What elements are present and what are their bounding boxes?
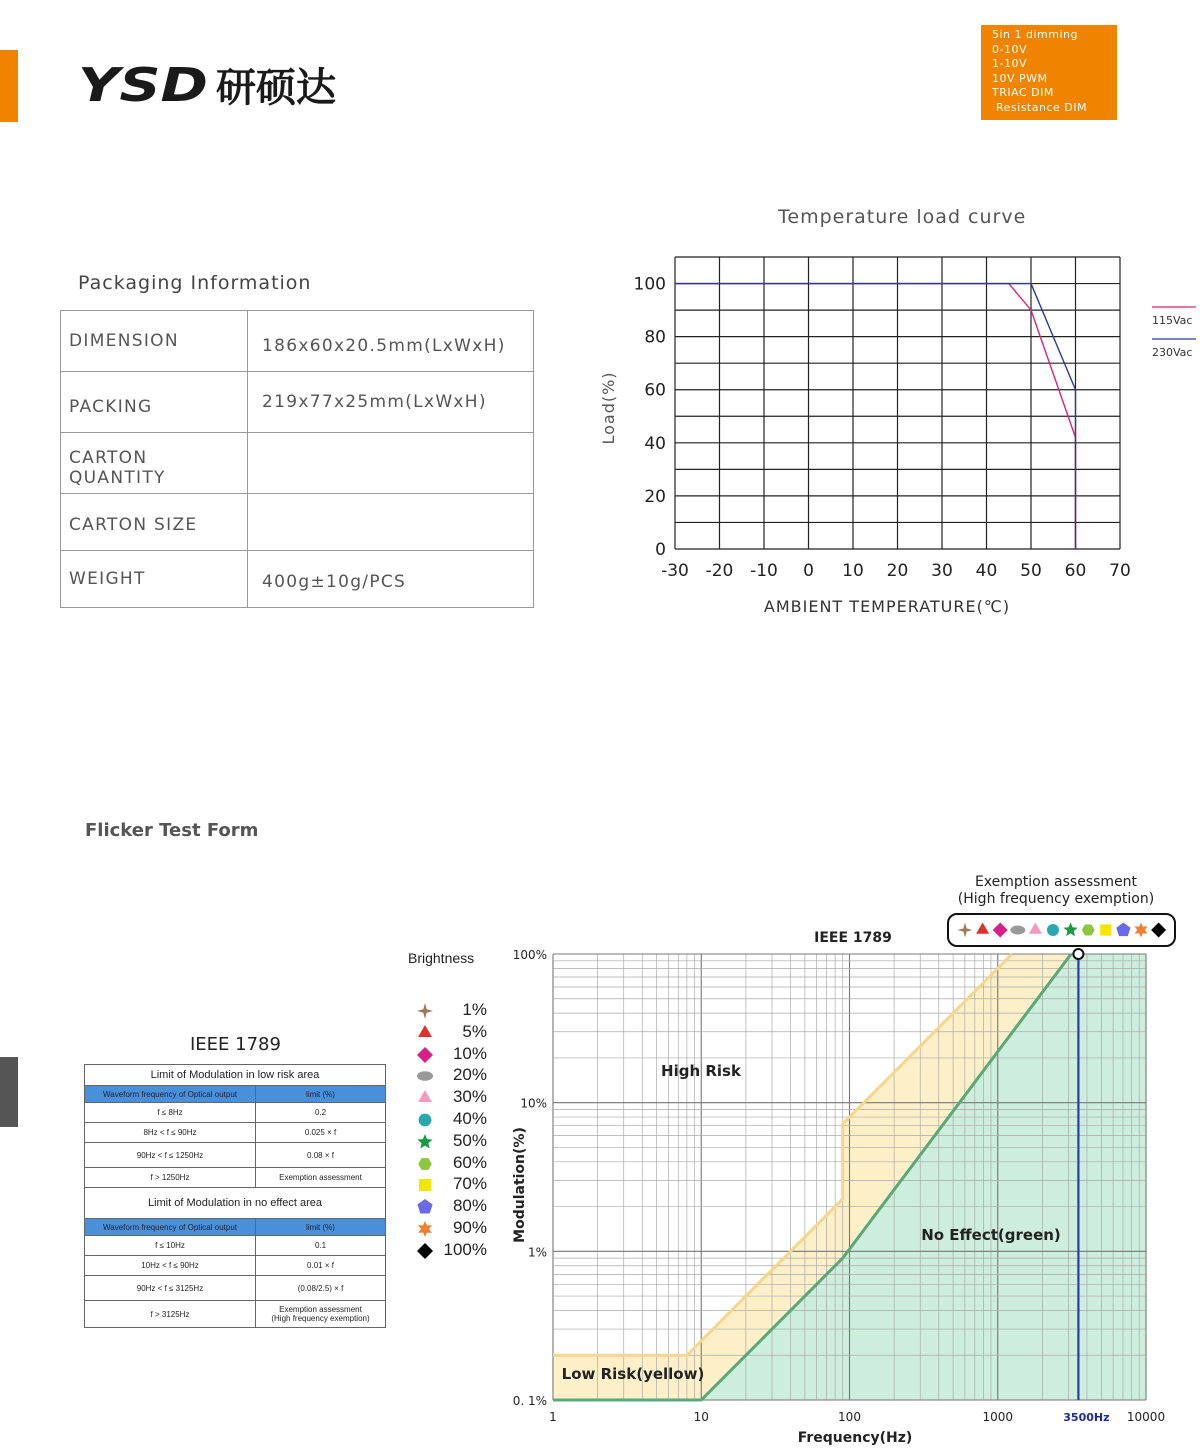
limit-cell: 0.025 × f [256,1123,386,1143]
legend-marker [416,1176,436,1194]
brightness-level-label: 60% [452,1152,487,1172]
table-section-row [85,1188,386,1219]
brightness-level-label: 80% [452,1196,487,1216]
table-row [85,1301,386,1328]
brightness-legend-item [412,1240,502,1261]
x-tick-label: 40 [975,561,998,581]
limit-cell: (0.08/2.5) × f [256,1276,386,1301]
brightness-level-label: 30% [452,1087,487,1107]
brightness-level-label: 100% [443,1239,487,1259]
brightness-level-label: 1% [462,1000,487,1019]
freq-cell: 90Hz < f ≤ 3125Hz [85,1276,256,1301]
temperature-load-chart [590,240,1200,630]
logo-chinese: 研硕达 [216,65,336,111]
legend-marker [416,1133,436,1151]
ysd-logo [78,56,368,116]
x-tick-label: 100 [838,1410,861,1424]
y-tick-label: 40 [644,433,666,454]
legend-marker [416,1198,436,1216]
brightness-level-label: 90% [452,1218,487,1237]
x-tick-label: 30 [931,561,953,581]
y-tick-label: 100% [512,948,547,962]
table-row [85,1143,386,1168]
table-row [85,1236,386,1256]
section-heading: Limit of Modulation in no effect area [85,1188,386,1219]
x-tick-label: 10000 [1126,1410,1166,1424]
legend-marker [416,1242,436,1260]
table-header-row [85,1219,386,1236]
chart-title: IEEE 1789 [814,930,892,946]
header-cell: Waveform frequency of Optical output [85,1086,256,1103]
square-icon [1100,924,1111,935]
packaging-value: 400g±10g/PCS [248,551,534,608]
freq-cell: 10Hz < f ≤ 90Hz [85,1256,256,1276]
exemption-label: Exemption assessment [974,874,1138,890]
y-axis-label: Load(%) [599,371,618,445]
legend-marker [416,1111,436,1129]
temperature-chart-title: Temperature load curve [778,206,1027,228]
header-cell: Waveform frequency of Optical output [85,1219,256,1236]
circle-icon [419,1114,432,1127]
legend-marker [416,1220,436,1238]
header-cell: limit (%) [256,1219,386,1236]
table-row [61,311,534,372]
x-axis-label: AMBIENT TEMPERATURE(℃) [763,597,1011,616]
brightness-level-label: 50% [452,1130,487,1150]
brightness-legend-item [412,1174,502,1195]
region-label-low: Low Risk(yellow) [561,1365,705,1383]
section-accent-bar [0,1057,18,1127]
four-point-star-icon [417,1003,433,1019]
y-tick-label: 100 [633,274,666,295]
star-icon [417,1134,432,1149]
table-row [61,494,534,551]
table-row [85,1123,386,1143]
packaging-table [60,310,534,608]
diamond-icon [417,1243,433,1259]
brightness-level-label: 40% [452,1109,487,1128]
y-axis-label: Modulation(%) [512,1127,528,1243]
x-tick-label: 1 [549,1410,557,1424]
dimming-badge [981,25,1117,120]
brightness-legend-item [412,1065,502,1086]
x-tick-labels [661,561,1131,581]
header-cell: limit (%) [256,1086,386,1103]
y-tick-label: 1% [527,1245,547,1260]
badge-line: 5in 1 dimming [992,28,1078,41]
pentagon-icon [417,1199,432,1214]
legend-marker [416,1067,436,1085]
packaging-key: WEIGHT [61,551,248,608]
legend-marker [416,1024,436,1042]
region-label-high: High Risk [661,1062,741,1080]
badge-line: 0-10V [992,42,1027,56]
y-tick-label: 0 [655,540,666,560]
legend-label: 115Vac [1152,314,1193,327]
x-tick-label: -10 [750,561,778,581]
ellipse-icon [1010,926,1025,935]
y-tick-labels [634,275,666,560]
legend-marker [416,1002,436,1020]
freq-cell: f ≤ 10Hz [85,1236,256,1256]
square-icon [419,1179,431,1191]
six-point-star-icon [418,1221,432,1237]
limit-cell: 0.2 [256,1103,386,1123]
diamond-icon [417,1047,433,1063]
region-label-none: No Effect(green) [921,1226,1061,1244]
freq-cell: f ≤ 8Hz [85,1103,256,1123]
table-row [85,1103,386,1123]
x-axis-label: Frequency(Hz) [797,1430,913,1446]
x-tick-label: 3500Hz [1063,1411,1110,1424]
packaging-value [248,494,534,551]
header-accent-bar [0,50,18,122]
badge-line: Resistance DIM [992,100,1087,114]
brightness-legend-title: Brightness [408,950,475,966]
brightness-level-label: 70% [452,1174,487,1194]
marker-circle [1073,949,1083,959]
table-section-row [85,1065,386,1086]
brightness-legend-item [412,1153,502,1174]
brightness-legend-item [412,1109,502,1130]
badge-line: TRIAC DIM [992,86,1054,100]
modulation-limit-table [84,1064,386,1328]
limit-cell: 0.01 × f [256,1256,386,1276]
brightness-legend-item [412,1087,502,1108]
circle-icon [1047,924,1059,936]
brightness-legend-item [412,1044,502,1065]
packaging-key: DIMENSION [61,311,248,372]
limit-cell: Exemption assessment [256,1168,386,1188]
x-tick-label: 10 [693,1410,709,1424]
freq-cell: 8Hz < f ≤ 90Hz [85,1123,256,1143]
table-row [85,1256,386,1276]
freq-cell: f > 3125Hz [85,1301,256,1328]
brightness-legend-item [412,1000,502,1021]
hexagon-icon [418,1158,432,1170]
x-tick-label: 60 [1064,561,1087,581]
flicker-section-title: Flicker Test Form [85,820,259,841]
packaging-value [248,433,534,494]
brightness-level-label: 20% [452,1065,487,1085]
packaging-title: Packaging Information [78,272,312,294]
badge-line: 10V PWM [992,71,1048,85]
freq-cell: f > 1250Hz [85,1168,256,1188]
table-row [85,1276,386,1301]
brightness-legend-item [412,1218,502,1239]
chart-grid [675,257,1120,549]
y-tick-label: 60 [644,380,666,401]
limit-cell: Exemption assessment (High frequency exemption) [256,1301,386,1328]
triangle-icon [418,1090,432,1102]
triangle-icon [418,1025,432,1037]
x-tick-label: 0 [803,561,814,581]
legend-marker [416,1155,436,1173]
exemption-label: (High frequency exemption) [957,891,1155,907]
ellipse-icon [417,1072,433,1082]
packaging-value: 219x77x25mm(LxWxH) [248,372,534,433]
packaging-key: CARTON SIZE [61,494,248,551]
section-heading: Limit of Modulation in low risk area [85,1065,386,1086]
y-tick-label: 0. 1% [512,1394,547,1408]
brightness-level-label: 5% [462,1021,487,1041]
x-tick-label: 70 [1109,561,1131,581]
x-tick-label: 20 [886,561,909,581]
x-tick-label: 50 [1020,561,1042,581]
ieee-standard-label: IEEE 1789 [190,1034,281,1055]
logo-latin: YSD [78,58,208,112]
brightness-legend-item [412,1196,502,1217]
ieee1789-flicker-chart [490,860,1190,1450]
y-tick-label: 10% [520,1096,547,1111]
limit-cell: 0.1 [256,1236,386,1256]
x-tick-label: -20 [705,561,734,581]
packaging-key: CARTON QUANTITY [61,433,248,494]
brightness-legend-item [412,1022,502,1043]
legend-marker [416,1046,436,1064]
badge-line: 1-10V [992,57,1027,71]
table-row [61,551,534,608]
table-header-row [85,1086,386,1103]
freq-cell: 90Hz < f ≤ 1250Hz [85,1143,256,1168]
brightness-legend-item [412,1131,502,1152]
legend-marker [416,1089,436,1107]
brightness-level-label: 10% [452,1043,487,1063]
x-tick-label: 10 [842,561,864,581]
legend-label: 230Vac [1152,346,1193,359]
table-row [61,372,534,433]
packaging-key: PACKING [61,372,248,433]
y-tick-label: 80 [644,327,666,348]
y-tick-label: 20 [644,486,666,507]
packaging-value: 186x60x20.5mm(LxWxH) [248,311,534,372]
chart-legend [1152,307,1196,359]
x-tick-label: 1000 [982,1410,1014,1424]
table-row [61,433,534,494]
x-tick-label: -30 [661,561,689,581]
limit-cell: 0.08 × f [256,1143,386,1168]
table-row [85,1168,386,1188]
